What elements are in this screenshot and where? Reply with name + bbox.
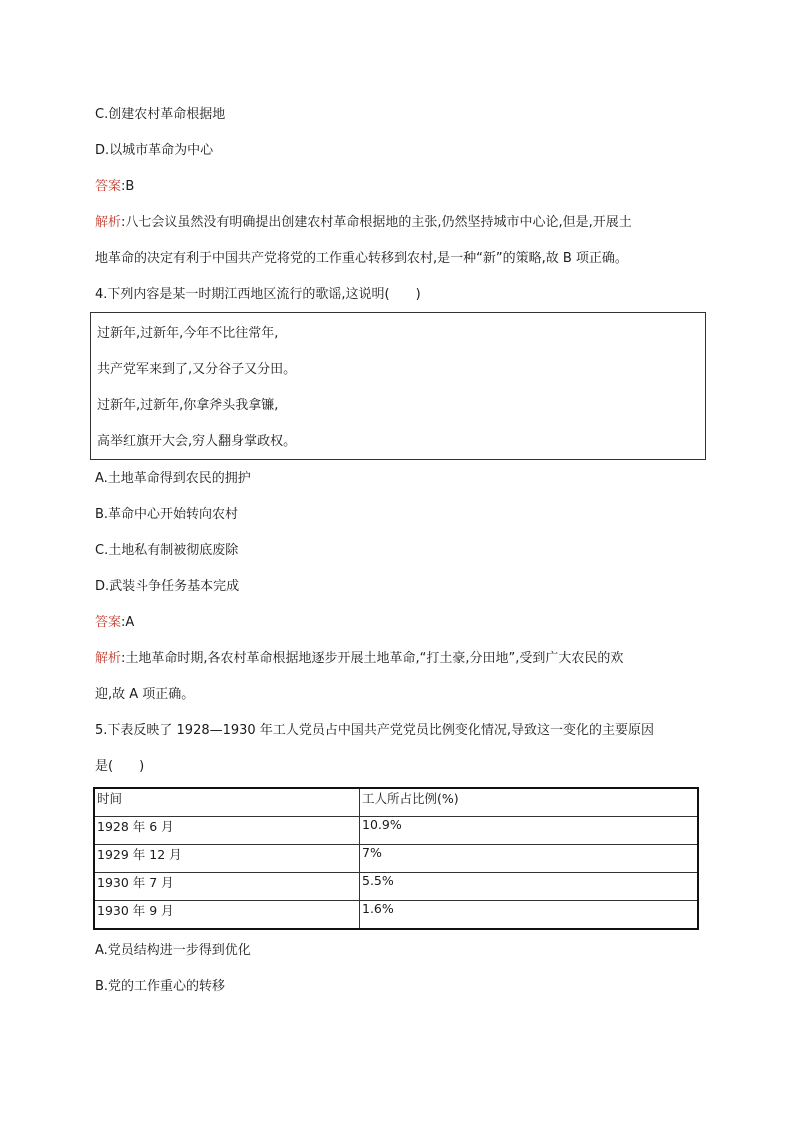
table-row <box>94 901 698 930</box>
q4-option-a: A.土地革命得到农民的拥护 <box>95 471 251 486</box>
q5-stem-line1: 5.下表反映了 1928—1930 年工人党员占中国共产党党员比例变化情况,导致这一变化的主要原因 <box>95 723 654 738</box>
cell-ratio: 5.5% <box>360 873 699 901</box>
q5-option-b: B.党的工作重心的转移 <box>95 979 226 994</box>
poem-line: 高举红旗开大会,穷人翻身掌政权。 <box>97 434 297 449</box>
answer-label: 答案 <box>95 179 122 194</box>
table-header-row <box>94 788 698 817</box>
poem-line: 共产党军来到了,又分谷子又分田。 <box>97 362 297 377</box>
q3-analysis-line1 <box>95 214 632 232</box>
table-row <box>94 845 698 873</box>
q3-option-d: D.以城市革命为中心 <box>95 143 214 158</box>
analysis-label: 解析 <box>95 651 122 666</box>
cell-ratio: 1.6% <box>360 901 699 930</box>
q4-analysis-line2: 迎,故 A 项正确。 <box>95 687 195 702</box>
answer-label: 答案 <box>95 615 122 630</box>
analysis-label: 解析 <box>95 215 122 230</box>
q4-option-c: C.土地私有制被彻底废除 <box>95 543 239 558</box>
cell-time: 1930 年 7 月 <box>94 873 360 901</box>
cell-ratio: 10.9% <box>360 817 699 845</box>
q4-analysis-line1 <box>95 650 623 668</box>
table-row <box>94 873 698 901</box>
q4-answer <box>95 614 134 632</box>
cell-time: 1929 年 12 月 <box>94 845 360 873</box>
q3-analysis-line2: 地革命的决定有利于中国共产党将党的工作重心转移到农村,是一种“新”的策略,故 B 项正确。 <box>95 251 628 266</box>
q5-option-a: A.党员结构进一步得到优化 <box>95 943 251 958</box>
q3-answer <box>95 178 134 196</box>
q4-option-d: D.武装斗争任务基本完成 <box>95 579 240 594</box>
poem-box <box>90 312 706 460</box>
header-ratio: 工人所占比例(%) <box>360 788 699 817</box>
answer-value: :A <box>121 615 135 630</box>
analysis-text: :土地革命时期,各农村革命根据地逐步开展土地革命,“打土豪,分田地”,受到广大农民的欢 <box>121 651 624 666</box>
answer-value: :B <box>121 179 135 194</box>
data-table <box>93 787 699 930</box>
cell-time: 1928 年 6 月 <box>94 817 360 845</box>
poem-line: 过新年,过新年,你拿斧头我拿镰, <box>97 398 279 413</box>
cell-ratio: 7% <box>360 845 699 873</box>
cell-time: 1930 年 9 月 <box>94 901 360 930</box>
q4-stem: 4.下列内容是某一时期江西地区流行的歌谣,这说明( ) <box>95 287 421 302</box>
header-time: 时间 <box>94 788 360 817</box>
poem-line: 过新年,过新年,今年不比往常年, <box>97 326 279 341</box>
analysis-text: :八七会议虽然没有明确提出创建农村革命根据地的主张,仍然坚持城市中心论,但是,开展土 <box>121 215 632 230</box>
table-row <box>94 817 698 845</box>
q5-stem-line2: 是( ) <box>95 759 145 774</box>
q4-option-b: B.革命中心开始转向农村 <box>95 507 239 522</box>
q3-option-c: C.创建农村革命根据地 <box>95 107 226 122</box>
